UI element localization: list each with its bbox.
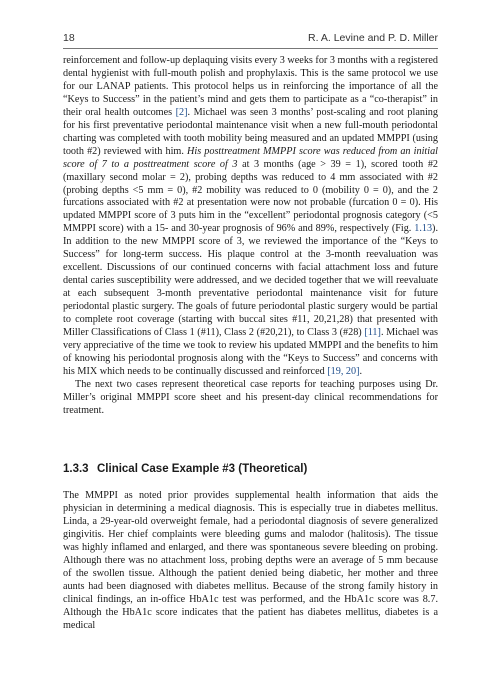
text-run: at 3 months (age > 39 = 1), scored tooth #2 (maxillary second molar = 2), probing depths was reduced to 4 mm associated with #2 (probing depths <5 mm = 0), #2 mobility was reduced to 0 (mobility 0 = 0), and the 2 furcations associated with #2 at presentation were now not probable (furcation 0 = 0). His updated MMPPI score of 3 puts him in the “excellent” periodontal prognosis category (<5 MMPPI score) with a 15- and 30-year prognosis of 96% and 89%, respectively (Fig. [63,158,439,235]
running-header [63,30,438,49]
running-authors: R. A. Levine and P. D. Miller [308,32,438,44]
section-title: Clinical Case Example #3 (Theoretical) [97,463,308,475]
page-number: 18 [63,32,75,44]
text-run: . Michael was seen 3 months’ post-scaling and root planing for his first preventative periodontal maintenance visit when a new full-mouth periodontal charting was completed with tooth mobility being measured and an updated MMPPI (using tooth #2) reviewed with him. [63,106,438,157]
paragraph-1 [63,55,438,379]
reference-link[interactable]: [19, 20] [327,365,360,377]
paragraph-3: The MMPPI as noted prior provides supplemental health information that aids the physician in determining a medical diagnosis. This is especially true in diabetes mellitus. Linda, a 29-year-old overweight female, had a periodontal diagnosis of severe generalized gingivitis. Her chief complaints were bleeding gums and malodor (halitosis). The tissue was highly inflamed and enlarged, and there was spontaneous severe bleeding on probing. Although there was no attachment loss, probing depths were an average of 5 mm because of the swollen tissue. Although the patient denied being diabetic, her mother and three aunts had been diagnosed with diabetes mellitus. Because of the strong family history in clinical findings, an in-office HbA1c test was performed, and the HbA1c score was 8.7. Although the HbA1c score indicates that the patient has diabetes mellitus, diabetes is a medical [63,490,438,631]
figure-link[interactable]: 1.13 [414,223,433,235]
text-run: . [359,365,363,377]
italic-text: His posttreatment MMPPI score was reduced from an initial score of 7 to a posttreatment score of 3 [63,145,438,170]
section-number: 1.3.3 [63,463,89,475]
paragraph-2: The next two cases represent theoretical case reports for teaching purposes using Dr. Miller’s original MMPPI score sheet and his present-day clinical recommendations for treatment. [63,378,438,416]
text-run: . Michael was very appreciative of the time we took to review his updated MMPPI and the benefits to him of knowing his periodontal prognosis along with the “Keys to Success” and concerns with his MIX which needs to be continually discussed and reinforced [63,327,438,377]
section-body [63,490,438,632]
section-heading [63,463,438,475]
text-run: ). In addition to the new MMPPI score of 3, we reviewed the importance of the “Keys to Success” for long-term success. His plaque control at the 3-month reevaluation was excellent. Discussions of our continued concerns with facial attachment loss and future dental caries susceptibility were addressed, and we decided together that we will reevaluate at each subsequent 3-month preventative periodontal maintenance visit for future periodontal plastic surgery. The goals of future periodontal plastic surgery would be partial to complete root coverage (starting with buccal sites #11, 20,21,28) that presented with Miller Classifications of Class 1 (#11), Class 2 (#20,21), to Class 3 (#28) [63,223,438,339]
text-run: reinforcement and follow-up deplaquing visits every 3 weeks for 3 months with a registered dental hygienist with full-mouth polish and prophylaxis. This is the same protocol we use for our LANAP patients. This protocol helps us in reinforcing the importance of all the “Keys to Success” in the patient’s mind and gets them to participate as a “co-therapist” in their oral health outcomes [63,55,438,118]
reference-link[interactable]: [2] [175,106,188,118]
reference-link[interactable]: [11] [364,327,381,339]
body-text [63,55,438,418]
